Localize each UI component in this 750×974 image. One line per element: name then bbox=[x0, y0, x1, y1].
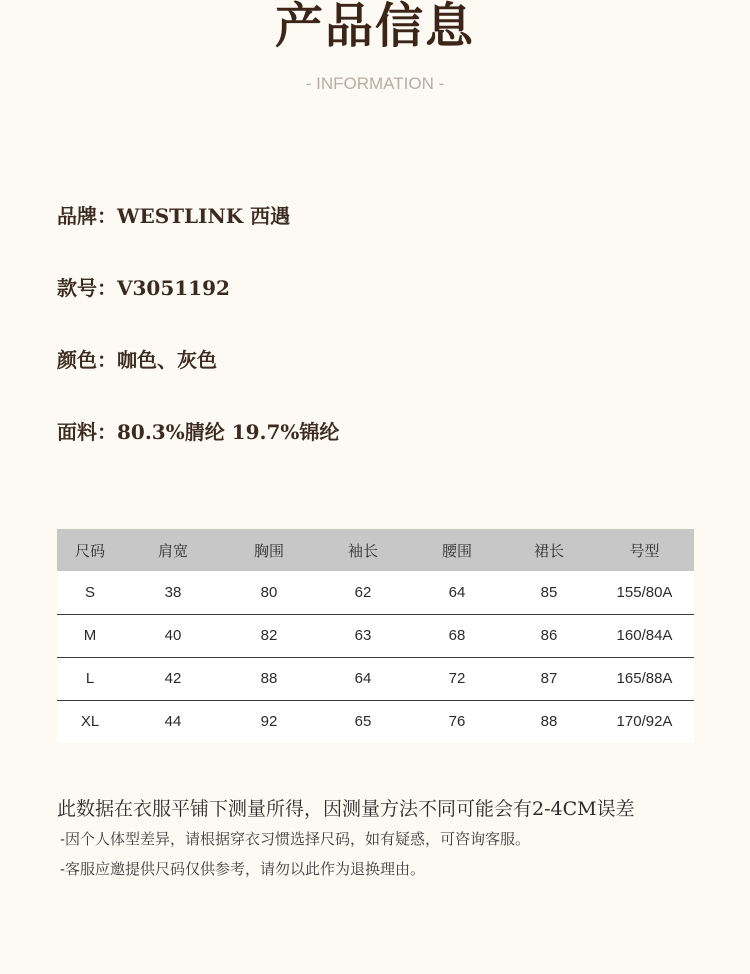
return-policy-note: -客服应邀提供尺码仅供参考，请勿以此作为退换理由。 bbox=[60, 861, 425, 878]
page-subtitle: - INFORMATION - bbox=[305, 74, 445, 93]
table-cell: 165/88A bbox=[595, 657, 694, 700]
table-cell: 72 bbox=[411, 657, 503, 700]
info-color bbox=[57, 344, 217, 373]
info-brand-label: 品牌： bbox=[57, 204, 117, 228]
info-style-number bbox=[57, 272, 230, 301]
measurement-note: 此数据在衣服平铺下测量所得，因测量方法不同可能会有2-4CM误差 bbox=[57, 798, 635, 820]
size-advice-note: -因个人体型差异，请根据穿衣习惯选择尺码，如有疑惑，可咨询客服。 bbox=[60, 831, 530, 848]
size-table bbox=[57, 529, 694, 743]
table-row bbox=[57, 657, 694, 700]
table-cell: 62 bbox=[315, 571, 411, 614]
table-cell: 87 bbox=[503, 657, 595, 700]
table-cell: 38 bbox=[123, 571, 223, 614]
table-cell: 170/92A bbox=[616, 713, 673, 731]
table-row bbox=[57, 614, 694, 657]
table-cell: 63 bbox=[315, 614, 411, 657]
info-style-number-value: V3051192 bbox=[117, 276, 230, 300]
table-cell: 76 bbox=[448, 713, 466, 731]
table-cell: 40 bbox=[123, 614, 223, 657]
table-cell: S bbox=[57, 571, 123, 614]
table-cell: 160/84A bbox=[595, 614, 694, 657]
table-cell: XL bbox=[80, 713, 100, 731]
info-brand-value: WESTLINK 西遇 bbox=[117, 204, 291, 228]
column-header: 肩宽 bbox=[157, 542, 188, 560]
column-header: 胸围 bbox=[253, 542, 284, 560]
size-table-header bbox=[57, 529, 694, 571]
table-cell: 88 bbox=[540, 713, 558, 731]
column-header: 腰围 bbox=[441, 542, 472, 560]
table-cell: M bbox=[57, 614, 123, 657]
info-fabric-value: 80.3%腈纶 19.7%锦纶 bbox=[117, 420, 340, 444]
table-cell: 88 bbox=[223, 657, 315, 700]
column-header: 号型 bbox=[629, 542, 660, 560]
column-header: 裙长 bbox=[533, 542, 564, 560]
info-color-value: 咖色、灰色 bbox=[117, 348, 217, 372]
table-row bbox=[57, 571, 694, 614]
info-color-label: 颜色： bbox=[57, 348, 117, 372]
column-header: 尺码 bbox=[74, 542, 105, 560]
table-cell: 64 bbox=[315, 657, 411, 700]
table-cell: 44 bbox=[164, 713, 182, 731]
table-cell: 65 bbox=[354, 713, 372, 731]
column-header: 袖长 bbox=[347, 542, 378, 560]
table-cell: 68 bbox=[411, 614, 503, 657]
table-cell: 82 bbox=[223, 614, 315, 657]
info-style-number-label: 款号： bbox=[57, 276, 117, 300]
table-cell: 80 bbox=[223, 571, 315, 614]
info-fabric-label: 面料： bbox=[57, 420, 117, 444]
table-cell: 42 bbox=[123, 657, 223, 700]
table-cell: L bbox=[57, 657, 123, 700]
table-cell: 86 bbox=[503, 614, 595, 657]
table-cell: 155/80A bbox=[595, 571, 694, 614]
table-row bbox=[57, 700, 694, 743]
table-cell: 64 bbox=[411, 571, 503, 614]
info-fabric bbox=[57, 416, 339, 445]
info-brand bbox=[57, 200, 290, 229]
table-cell: 85 bbox=[503, 571, 595, 614]
page-title: 产品信息 bbox=[274, 0, 475, 54]
table-cell: 92 bbox=[260, 713, 278, 731]
